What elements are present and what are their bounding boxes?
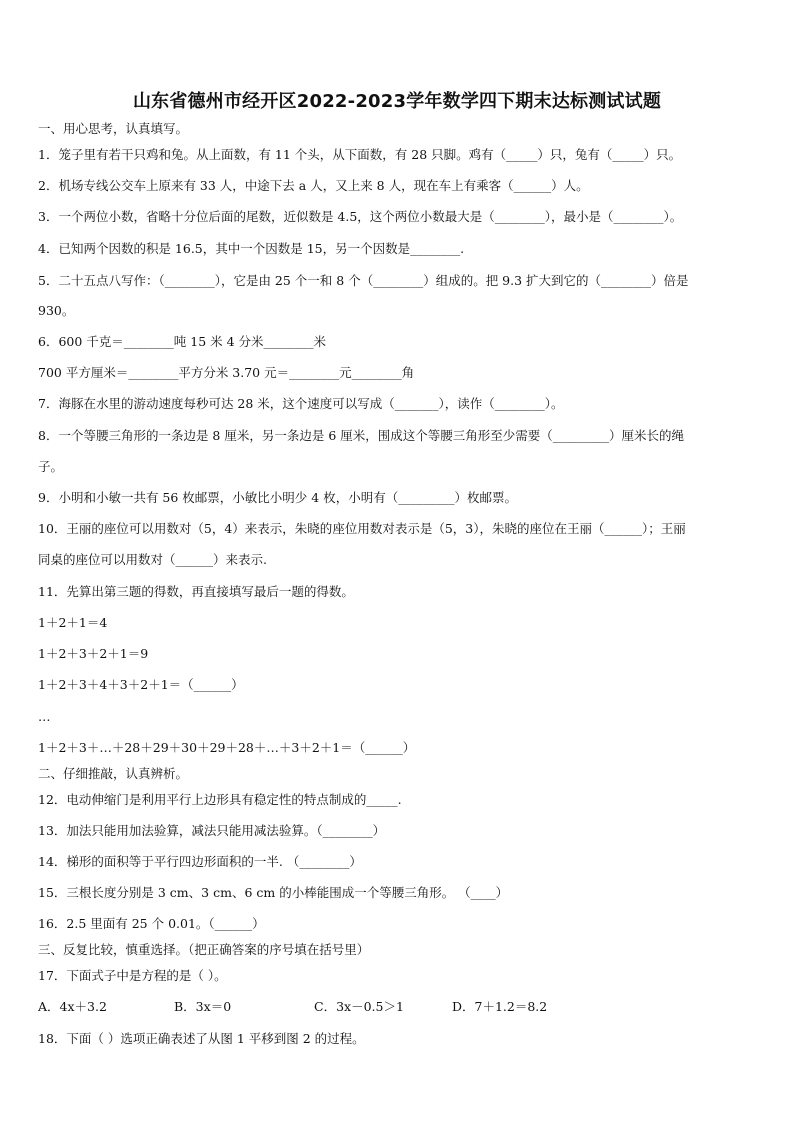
question-17: 17．下面式子中是方程的是（ ）。 bbox=[38, 968, 227, 983]
question-11-expr-2: 1＋2＋3＋2＋1＝9 bbox=[38, 646, 149, 661]
option-d: D．7＋1.2＝8.2 bbox=[452, 999, 548, 1014]
question-15: 15．三根长度分别是 3 cm、3 cm、6 cm 的小棒能围成一个等腰三角形。 （____） bbox=[38, 885, 509, 900]
question-6-line-1: 6．600 千克＝________吨 15 米 4 分米________米 bbox=[38, 334, 327, 349]
question-5-line-2: 930。 bbox=[38, 303, 75, 318]
question-11: 11．先算出第三题的得数，再直接填写最后一题的得数。 bbox=[38, 584, 354, 599]
question-9: 9．小明和小敏一共有 56 枚邮票，小敏比小明少 4 枚，小明有（_________）枚邮票。 bbox=[38, 490, 517, 505]
question-10-line-1: 10．王丽的座位可以用数对（5，4）来表示，朱晓的座位用数对表示是（5，3），朱晓的座位在王丽（______）；王丽 bbox=[38, 521, 686, 536]
option-b: B．3x＝0 bbox=[174, 999, 232, 1014]
question-11-expr-5: 1＋2＋3＋…＋28＋29＋30＋29＋28＋…＋3＋2＋1＝（______） bbox=[38, 740, 416, 755]
option-c: C．3x－0.5＞1 bbox=[314, 999, 404, 1014]
question-12: 12．电动伸缩门是利用平行上边形具有稳定性的特点制成的_____. bbox=[38, 792, 402, 807]
question-16: 16．2.5 里面有 25 个 0.01。（______） bbox=[38, 916, 265, 931]
section-1-heading: 一、用心思考，认真填写。 bbox=[38, 121, 189, 136]
question-6-line-2: 700 平方厘米＝________平方分米 3.70 元＝________元________角 bbox=[38, 365, 415, 380]
section-2-heading: 二、仔细推敲，认真辨析。 bbox=[38, 766, 189, 781]
section-3-heading: 三、反复比较，慎重选择。（把正确答案的序号填在括号里） bbox=[38, 942, 370, 957]
question-10-line-2: 同桌的座位可以用数对（______）来表示. bbox=[38, 552, 267, 567]
question-8-line-2: 子。 bbox=[38, 459, 64, 474]
question-8-line-1: 8．一个等腰三角形的一条边是 8 厘米，另一条边是 6 厘米，围成这个等腰三角形至少需要（_________）厘米长的绳 bbox=[38, 428, 685, 443]
question-7: 7．海豚在水里的游动速度每秒可达 28 米，这个速度可以写成（_______），读作（________）。 bbox=[38, 396, 564, 411]
question-11-expr-3: 1＋2＋3＋4＋3＋2＋1＝（______） bbox=[38, 677, 244, 692]
question-5-line-1: 5．二十五点八写作：（________），它是由 25 个一和 8 个（________）组成的。把 9.3 扩大到它的（________）倍是 bbox=[38, 273, 689, 288]
option-a: A．4x＋3.2 bbox=[38, 999, 107, 1014]
question-18: 18．下面（ ）选项正确表述了从图 1 平移到图 2 的过程。 bbox=[38, 1031, 365, 1046]
question-11-expr-1: 1＋2＋1＝4 bbox=[38, 615, 108, 630]
question-3: 3．一个两位小数，省略十分位后面的尾数，近似数是 4.5，这个两位小数最大是（________），最小是（________）。 bbox=[38, 209, 683, 224]
question-11-expr-4: … bbox=[38, 709, 51, 724]
question-13: 13．加法只能用加法验算，减法只能用减法验算。（________） bbox=[38, 823, 386, 838]
question-4: 4．已知两个因数的积是 16.5，其中一个因数是 15，另一个因数是________. bbox=[38, 241, 465, 256]
exam-title: 山东省德州市经开区2022-2023学年数学四下期末达标测试试题 bbox=[132, 91, 662, 112]
question-1: 1．笼子里有若干只鸡和兔。从上面数，有 11 个头，从下面数，有 28 只脚。鸡有（_____）只，兔有（_____）只。 bbox=[38, 147, 682, 162]
question-17-options bbox=[38, 998, 756, 1016]
question-14: 14．梯形的面积等于平行四边形面积的一半. （________） bbox=[38, 854, 362, 869]
question-2: 2．机场专线公交车上原来有 33 人，中途下去 a 人，又上来 8 人，现在车上有乘客（______）人。 bbox=[38, 178, 589, 193]
